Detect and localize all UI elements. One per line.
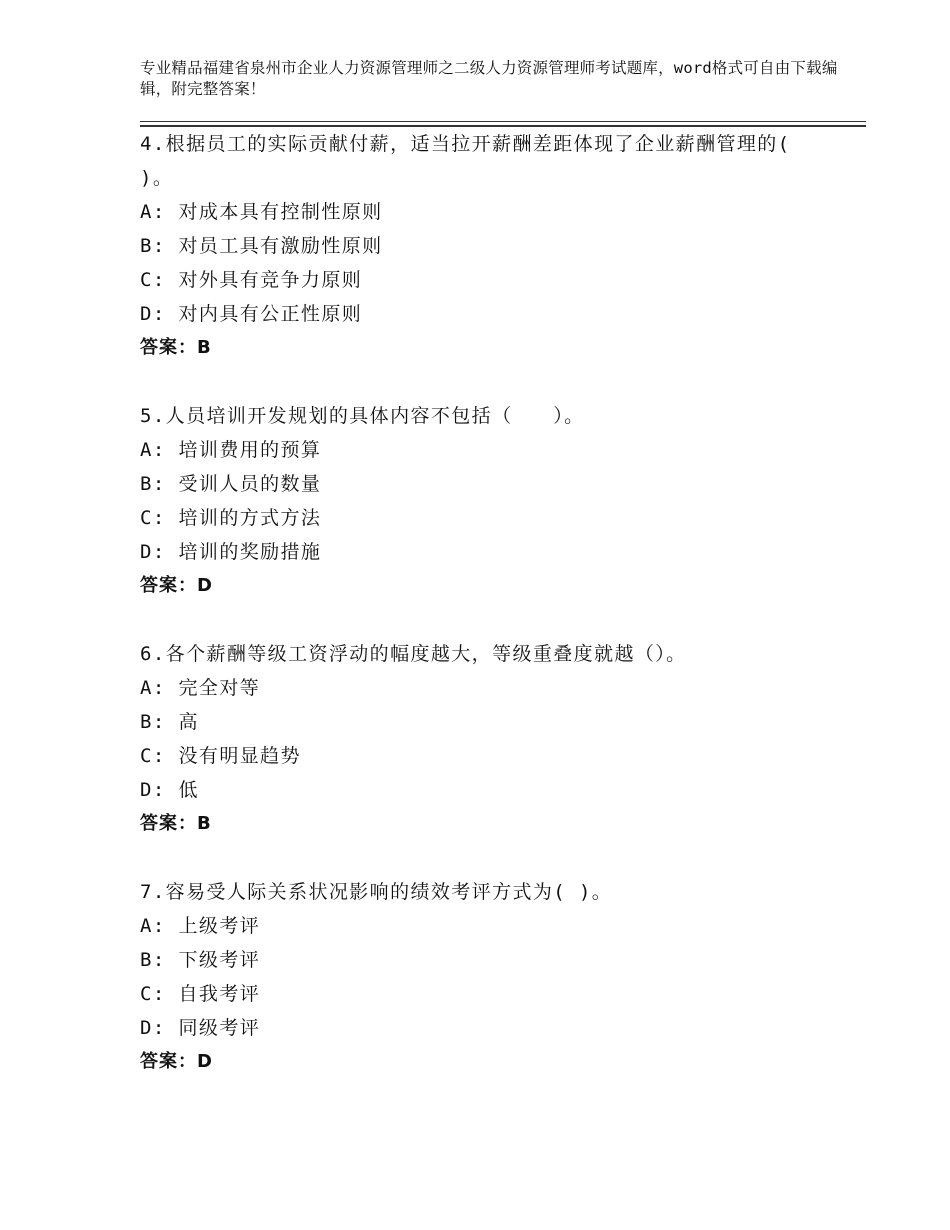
question-list: [140, 127, 840, 1113]
option-a: A: 上级考评: [140, 915, 261, 937]
answer-label: 答案：B: [140, 337, 212, 358]
option-d: D: 同级考评: [140, 1017, 261, 1039]
option-d: D: 对内具有公正性原则: [140, 303, 363, 325]
option-a: A: 完全对等: [140, 677, 261, 699]
question-item: [140, 399, 840, 603]
question-text: 7.容易受人际关系状况影响的绩效考评方式为( )。: [140, 881, 613, 903]
option-c: C: 没有明显趋势: [140, 745, 301, 767]
option-d: D: 低: [140, 779, 199, 801]
question-text: 4.根据员工的实际贡献付薪，适当拉开薪酬差距体现了企业薪酬管理的( )。: [140, 133, 791, 189]
header-divider-thin: [140, 121, 866, 122]
answer-label: 答案：B: [140, 813, 212, 834]
option-b: B: 对员工具有激励性原则: [140, 235, 383, 257]
answer-label: 答案：D: [140, 1051, 213, 1072]
option-b: B: 下级考评: [140, 949, 261, 971]
document-header: 专业精品福建省泉州市企业人力资源管理师之二级人力资源管理师考试题库，word格式可自由下载编辑，附完整答案！: [140, 59, 838, 98]
question-item: [140, 127, 840, 365]
question-text: 6.各个薪酬等级工资浮动的幅度越大，等级重叠度就越（）。: [140, 643, 687, 665]
option-a: A: 对成本具有控制性原则: [140, 201, 383, 223]
option-a: A: 培训费用的预算: [140, 439, 322, 461]
question-text: 5.人员培训开发规划的具体内容不包括（ ）。: [140, 405, 585, 427]
option-c: C: 培训的方式方法: [140, 507, 322, 529]
option-d: D: 培训的奖励措施: [140, 541, 322, 563]
answer-label: 答案：D: [140, 575, 213, 596]
option-b: B: 高: [140, 711, 199, 733]
option-c: C: 对外具有竞争力原则: [140, 269, 363, 291]
option-c: C: 自我考评: [140, 983, 261, 1005]
question-item: [140, 875, 840, 1079]
option-b: B: 受训人员的数量: [140, 473, 322, 495]
question-item: [140, 637, 840, 841]
